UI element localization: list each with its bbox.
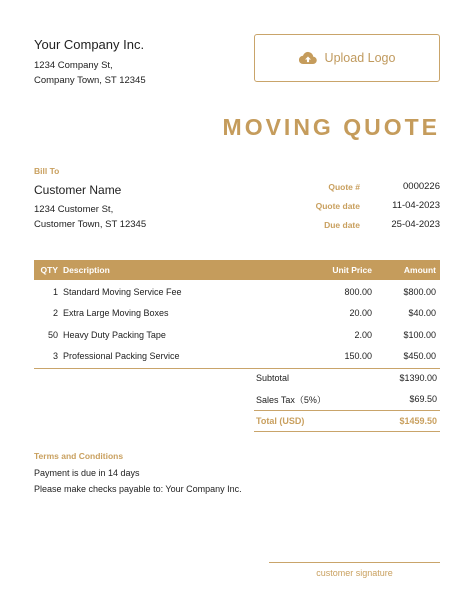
row-description: Standard Moving Service Fee [63,286,182,297]
items-table-header [34,260,440,280]
terms-line2: Please make checks payable to: Your Company Inc. [34,484,242,494]
customer-address-line2: Customer Town, ST 12345 [34,219,147,230]
row-amount: $40.00 [408,308,436,319]
row-unit-price: 150.00 [344,351,372,362]
row-unit-price: 800.00 [344,286,372,297]
row-qty: 3 [52,351,58,362]
cloud-upload-icon [299,51,317,65]
terms-label: Terms and Conditions [34,451,124,461]
row-qty: 50 [47,329,58,340]
customer-signature-line[interactable] [269,562,440,578]
due-date-value: 25-04-2023 [391,219,440,230]
subtotal-row [254,367,440,389]
tax-row [254,389,440,411]
customer-name: Customer Name [34,183,122,197]
quote-number-label: Quote # [328,181,360,192]
bill-to-block [34,166,146,230]
quote-date-value: 11-04-2023 [392,200,440,211]
tax-value: $69.50 [409,394,437,405]
row-amount: $450.00 [403,351,436,362]
company-address-line1: 1234 Company St, [34,60,113,71]
company-name: Your Company Inc. [34,37,145,52]
items-table [34,260,440,369]
row-qty: 2 [52,308,58,319]
total-value: $1459.50 [399,415,437,426]
company-address-line2: Company Town, ST 12345 [34,75,146,86]
bill-to-label: Bill To [34,166,60,176]
company-block [34,37,146,86]
document-title: MOVING QUOTE [222,114,440,140]
table-row [34,346,440,368]
table-row [34,324,440,346]
terms-line1: Payment is due in 14 days [34,468,140,478]
row-description: Professional Packing Service [63,351,180,362]
due-date-label: Due date [324,219,360,230]
subtotal-label: Subtotal [256,372,290,383]
table-row [34,303,440,325]
meta-row-due-date [300,215,440,234]
signature-label: customer signature [316,568,393,578]
terms-block [34,451,242,494]
upload-logo-label: Upload Logo [324,51,396,65]
row-unit-price: 2.00 [354,329,372,340]
row-description: Extra Large Moving Boxes [63,308,169,319]
subtotal-value: $1390.00 [399,372,437,383]
table-row [34,281,440,303]
meta-row-quote-number [300,177,440,196]
header-qty: QTY [40,265,58,275]
tax-label: Sales Tax（5%） [256,394,326,405]
header-description: Description [63,265,110,275]
items-table-body [34,280,440,369]
customer-address-line1: 1234 Customer St, [34,204,114,215]
total-row [254,410,440,432]
row-amount: $100.00 [403,329,436,340]
row-amount: $800.00 [403,286,436,297]
totals-block [254,367,440,432]
upload-logo-button[interactable] [254,34,440,82]
row-description: Heavy Duty Packing Tape [63,329,166,340]
quote-date-label: Quote date [315,200,360,211]
header-unit-price: Unit Price [332,265,372,275]
quote-meta [300,177,440,234]
meta-row-quote-date [300,196,440,215]
row-unit-price: 20.00 [349,308,372,319]
total-label: Total (USD) [256,415,305,426]
row-qty: 1 [52,286,58,297]
quote-number-value: 0000226 [403,181,440,192]
header-amount: Amount [403,265,436,275]
